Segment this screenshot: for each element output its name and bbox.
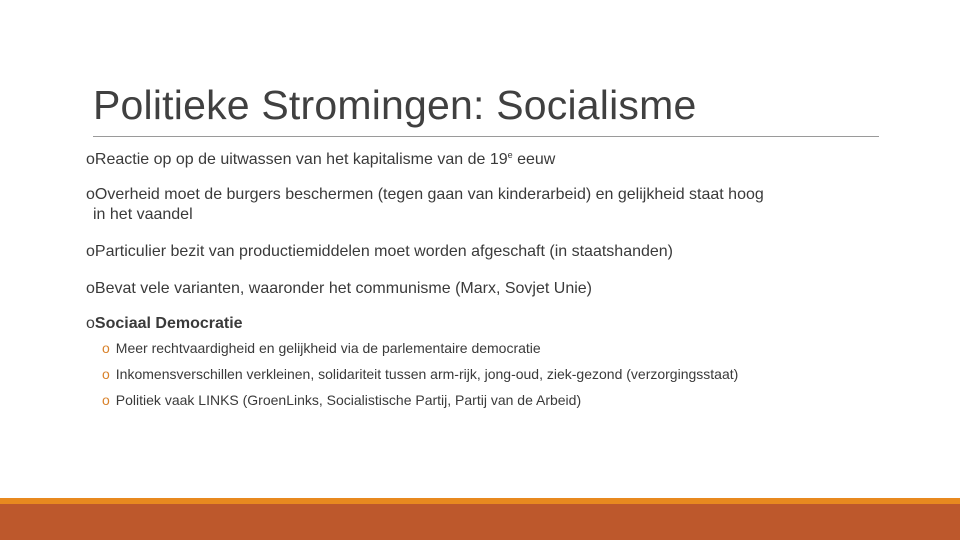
bullet-text-tail: eeuw [512, 151, 556, 168]
bullet-text: Sociaal Democratie [94, 315, 243, 332]
sub-bullet-text: Politiek vaak LINKS (GroenLinks, Socialistische Partij, Partij van de Arbeid) [115, 392, 582, 408]
slide-title: Politieke Stromingen: Socialisme [93, 82, 697, 128]
sub-bullet-marker: o [102, 340, 110, 356]
bullet-marker: o [86, 280, 95, 297]
bullet-item [86, 314, 886, 334]
bullet-text: Particulier bezit van productiemiddelen moet worden afgeschaft (in staatshanden) [94, 243, 674, 260]
sub-bullet-marker: o [102, 366, 110, 382]
bullet-text: Bevat vele varianten, waaronder het communisme (Marx, Sovjet Unie) [94, 280, 593, 297]
sub-bullet-text: Meer rechtvaardigheid en gelijkheid via de parlementaire democratie [115, 340, 541, 356]
sub-bullet-item [102, 391, 882, 409]
bullet-text: Overheid moet de burgers beschermen (tegen gaan van kinderarbeid) en gelijkheid staat hoog [94, 186, 764, 203]
bullet-continuation: in het vaandel [93, 206, 193, 223]
bullet-item [86, 279, 886, 299]
bullet-marker: o [86, 151, 95, 168]
bullet-superscript: e [507, 150, 513, 160]
bullet-item [86, 185, 886, 225]
footer-band [0, 504, 960, 540]
bullet-marker: o [86, 186, 95, 203]
title-divider [93, 136, 879, 137]
bullet-item [86, 150, 886, 170]
bullet-marker: o [86, 243, 95, 260]
sub-bullet-item [102, 365, 882, 383]
bullet-marker: o [86, 315, 95, 332]
sub-bullet-item [102, 339, 882, 357]
sub-bullet-text: Inkomensverschillen verkleinen, solidariteit tussen arm-rijk, jong-oud, ziek-gezond (verzorgingsstaat) [115, 366, 739, 382]
bullet-text: Reactie op op de uitwassen van het kapitalisme van de 19 [94, 151, 508, 168]
bullet-item [86, 242, 886, 262]
sub-bullet-marker: o [102, 392, 110, 408]
